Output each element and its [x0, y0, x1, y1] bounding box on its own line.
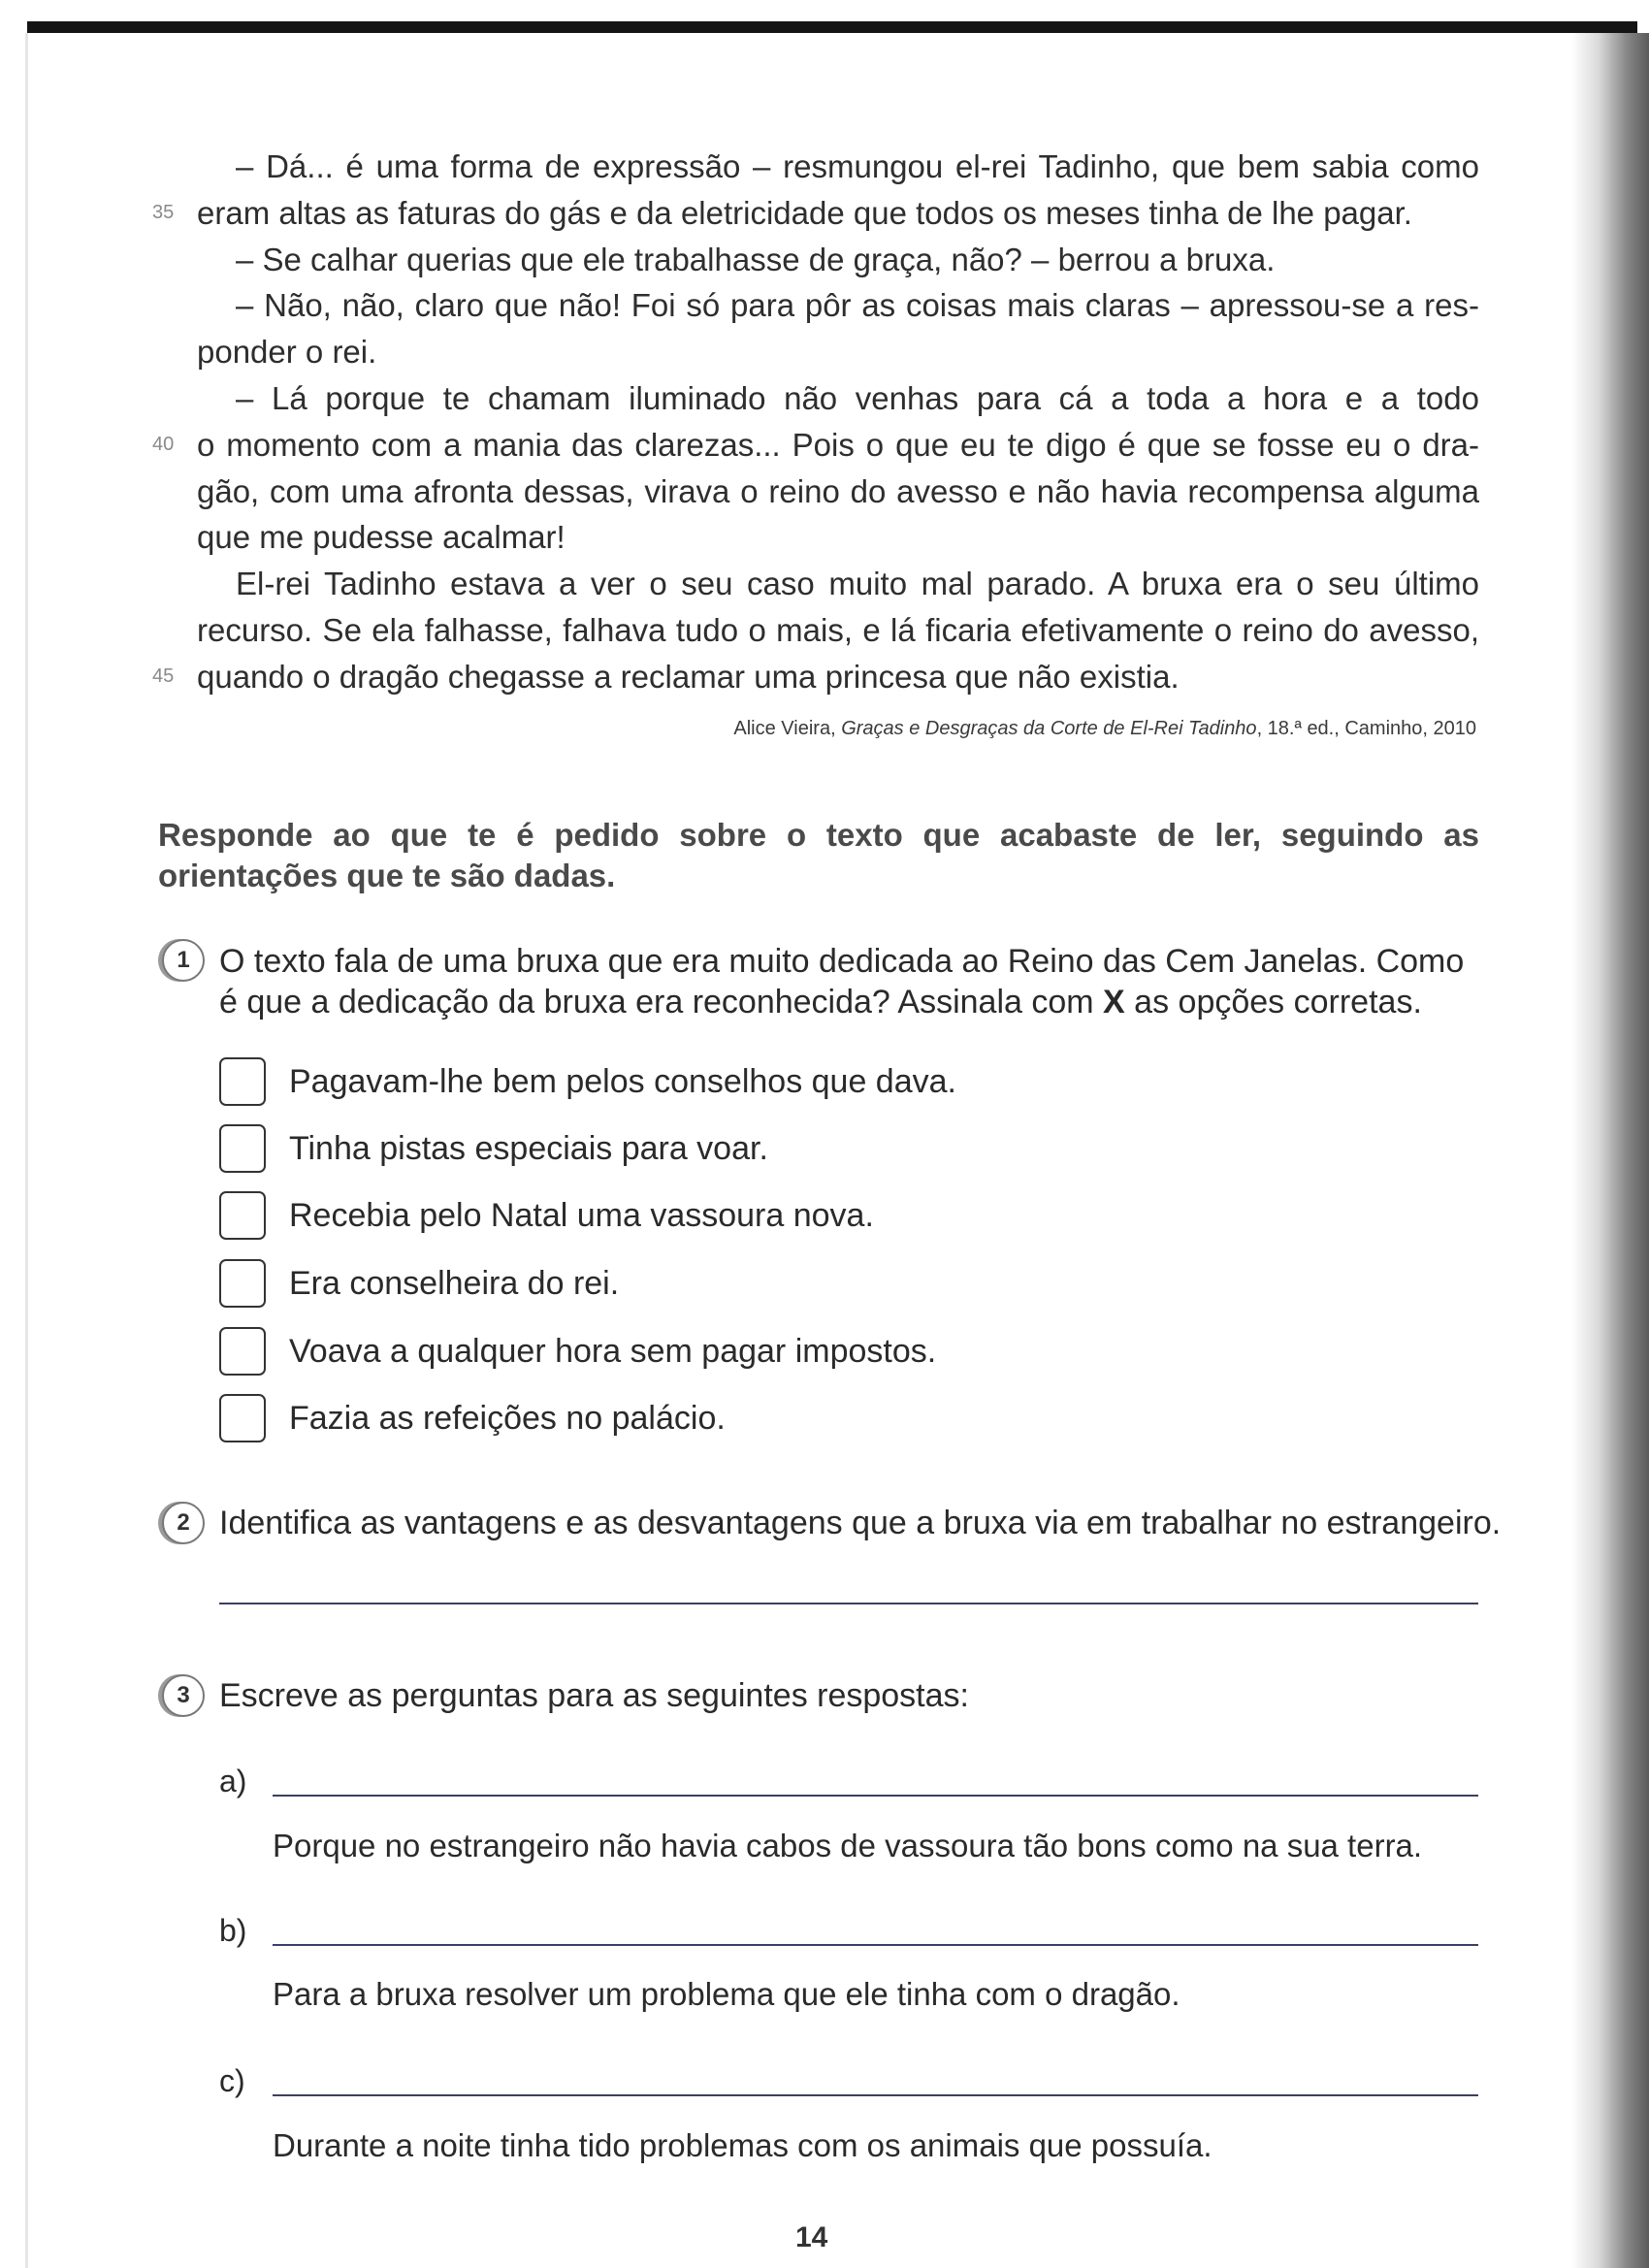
source-citation: [733, 718, 1476, 740]
passage-line: [152, 654, 1479, 700]
question-number-badge: 2: [162, 1502, 205, 1544]
sub-item-letter: c): [219, 2063, 245, 2098]
line-text: – Se calhar querias que ele trabalhasse de graça, não? – berrou a bruxa.: [236, 241, 1276, 277]
option-checkbox[interactable]: [219, 1124, 266, 1173]
line-text: o momento com a mania das clarezas... Pois o que eu te digo é que se fosse eu o dra-: [197, 426, 1479, 463]
question-3-text: Escreve as perguntas para as seguintes respostas:: [219, 1677, 969, 1714]
question-1-line: O texto fala de uma bruxa que era muito dedicada ao Reino das Cem Janelas. Como: [219, 943, 1465, 980]
passage-line: [197, 375, 1479, 422]
answer-line[interactable]: [273, 2094, 1478, 2096]
line-number: 40: [152, 433, 175, 455]
line-text: – Dá... é uma forma de expressão – resmungou el-rei Tadinho, que bem sabia como: [236, 148, 1479, 184]
passage-line: [197, 144, 1479, 190]
line-number: 45: [152, 664, 175, 687]
line-text: recurso. Se ela falhasse, falhava tudo o mais, e lá ficaria efetivamente o reino do avesso,: [197, 611, 1479, 648]
scan-top-edge: [0, 0, 1649, 33]
instruction-heading: Responde ao que te é pedido sobre o texto que acabaste de ler, seguindo as orientações que te são dadas.: [158, 817, 1479, 893]
option-row: [219, 1257, 619, 1310]
answer-line[interactable]: [219, 1603, 1478, 1604]
option-row: [219, 1189, 874, 1242]
question-1-fragment: as opções corretas.: [1124, 984, 1422, 1021]
citation-title: Graças e Desgraças da Corte de El-Rei Tadinho: [841, 718, 1257, 739]
option-checkbox[interactable]: [219, 1327, 266, 1376]
line-number: 35: [152, 201, 175, 223]
question-number-badge: 3: [162, 1674, 205, 1717]
passage-line: [197, 514, 1479, 561]
given-answer: Durante a noite tinha tido problemas com os animais que possuía.: [273, 2127, 1212, 2163]
passage-line: [197, 282, 1479, 329]
option-label: Recebia pelo Natal uma vassoura nova.: [289, 1196, 874, 1234]
line-text: – Lá porque te chamam iluminado não venhas para cá a toda a hora e a todo: [236, 379, 1479, 416]
option-row: [219, 1325, 936, 1377]
option-label: Voava a qualquer hora sem pagar impostos.: [289, 1332, 937, 1370]
question-number-badge: 1: [162, 939, 205, 982]
passage-line: [152, 190, 1479, 237]
option-label: Era conselheira do rei.: [289, 1264, 620, 1302]
option-row: [219, 1055, 956, 1108]
passage-text: [152, 144, 1479, 700]
line-text: ponder o rei.: [197, 334, 377, 371]
option-label: Tinha pistas especiais para voar.: [289, 1129, 768, 1167]
option-row: [219, 1122, 768, 1175]
line-text: que me pudesse acalmar!: [197, 519, 566, 556]
question-2-text: Identifica as vantagens e as desvantagens que a bruxa via em trabalhar no estrangeiro.: [219, 1505, 1502, 1541]
page-left-edge: [25, 33, 28, 2268]
question-1-line: [219, 982, 1480, 1022]
option-checkbox[interactable]: [219, 1394, 266, 1442]
sub-item-letter: a): [219, 1764, 247, 1798]
option-checkbox[interactable]: [219, 1259, 266, 1308]
line-text: quando o dragão chegasse a reclamar uma princesa que não existia.: [197, 658, 1180, 695]
passage-line: [152, 422, 1479, 469]
x-mark-label: X: [1103, 984, 1125, 1021]
answer-line[interactable]: [273, 1944, 1478, 1946]
line-text: eram altas as faturas do gás e da eletricidade que todos os meses tinha de lhe pagar.: [197, 194, 1412, 231]
page-number: 14: [795, 2221, 828, 2253]
passage-line: [197, 607, 1479, 654]
page-binding-shadow: [1571, 33, 1649, 2268]
question-1-text: [219, 941, 1480, 1022]
passage-line: [197, 561, 1479, 607]
line-text: – Não, não, claro que não! Foi só para pôr as coisas mais claras – apressou-se a res-: [236, 287, 1479, 324]
question-1-fragment: é que a dedicação da bruxa era reconhecida? Assinala com: [219, 984, 1104, 1021]
given-answer: Para a bruxa resolver um problema que ele tinha com o dragão.: [273, 1976, 1180, 2012]
sub-item-letter: b): [219, 1913, 247, 1948]
option-checkbox[interactable]: [219, 1057, 266, 1106]
passage-line: [197, 237, 1479, 283]
citation-edition: , 18.ª ed., Caminho, 2010: [1256, 718, 1476, 739]
option-label: Fazia as refeições no palácio.: [289, 1399, 726, 1437]
option-checkbox[interactable]: [219, 1191, 266, 1240]
line-text: El-rei Tadinho estava a ver o seu caso muito mal parado. A bruxa era o seu último: [236, 566, 1479, 602]
option-row: [219, 1392, 726, 1444]
scan-dark-band: [27, 21, 1637, 33]
passage-line: [197, 469, 1479, 515]
option-label: Pagavam-lhe bem pelos conselhos que dava.: [289, 1062, 956, 1100]
citation-author: Alice Vieira,: [733, 718, 842, 739]
passage-line: [197, 329, 1479, 375]
answer-line[interactable]: [273, 1795, 1478, 1797]
line-text: gão, com uma afronta dessas, virava o reino do avesso e não havia recompensa alguma: [197, 472, 1479, 509]
given-answer: Porque no estrangeiro não havia cabos de vassoura tão bons como na sua terra.: [273, 1828, 1423, 1863]
